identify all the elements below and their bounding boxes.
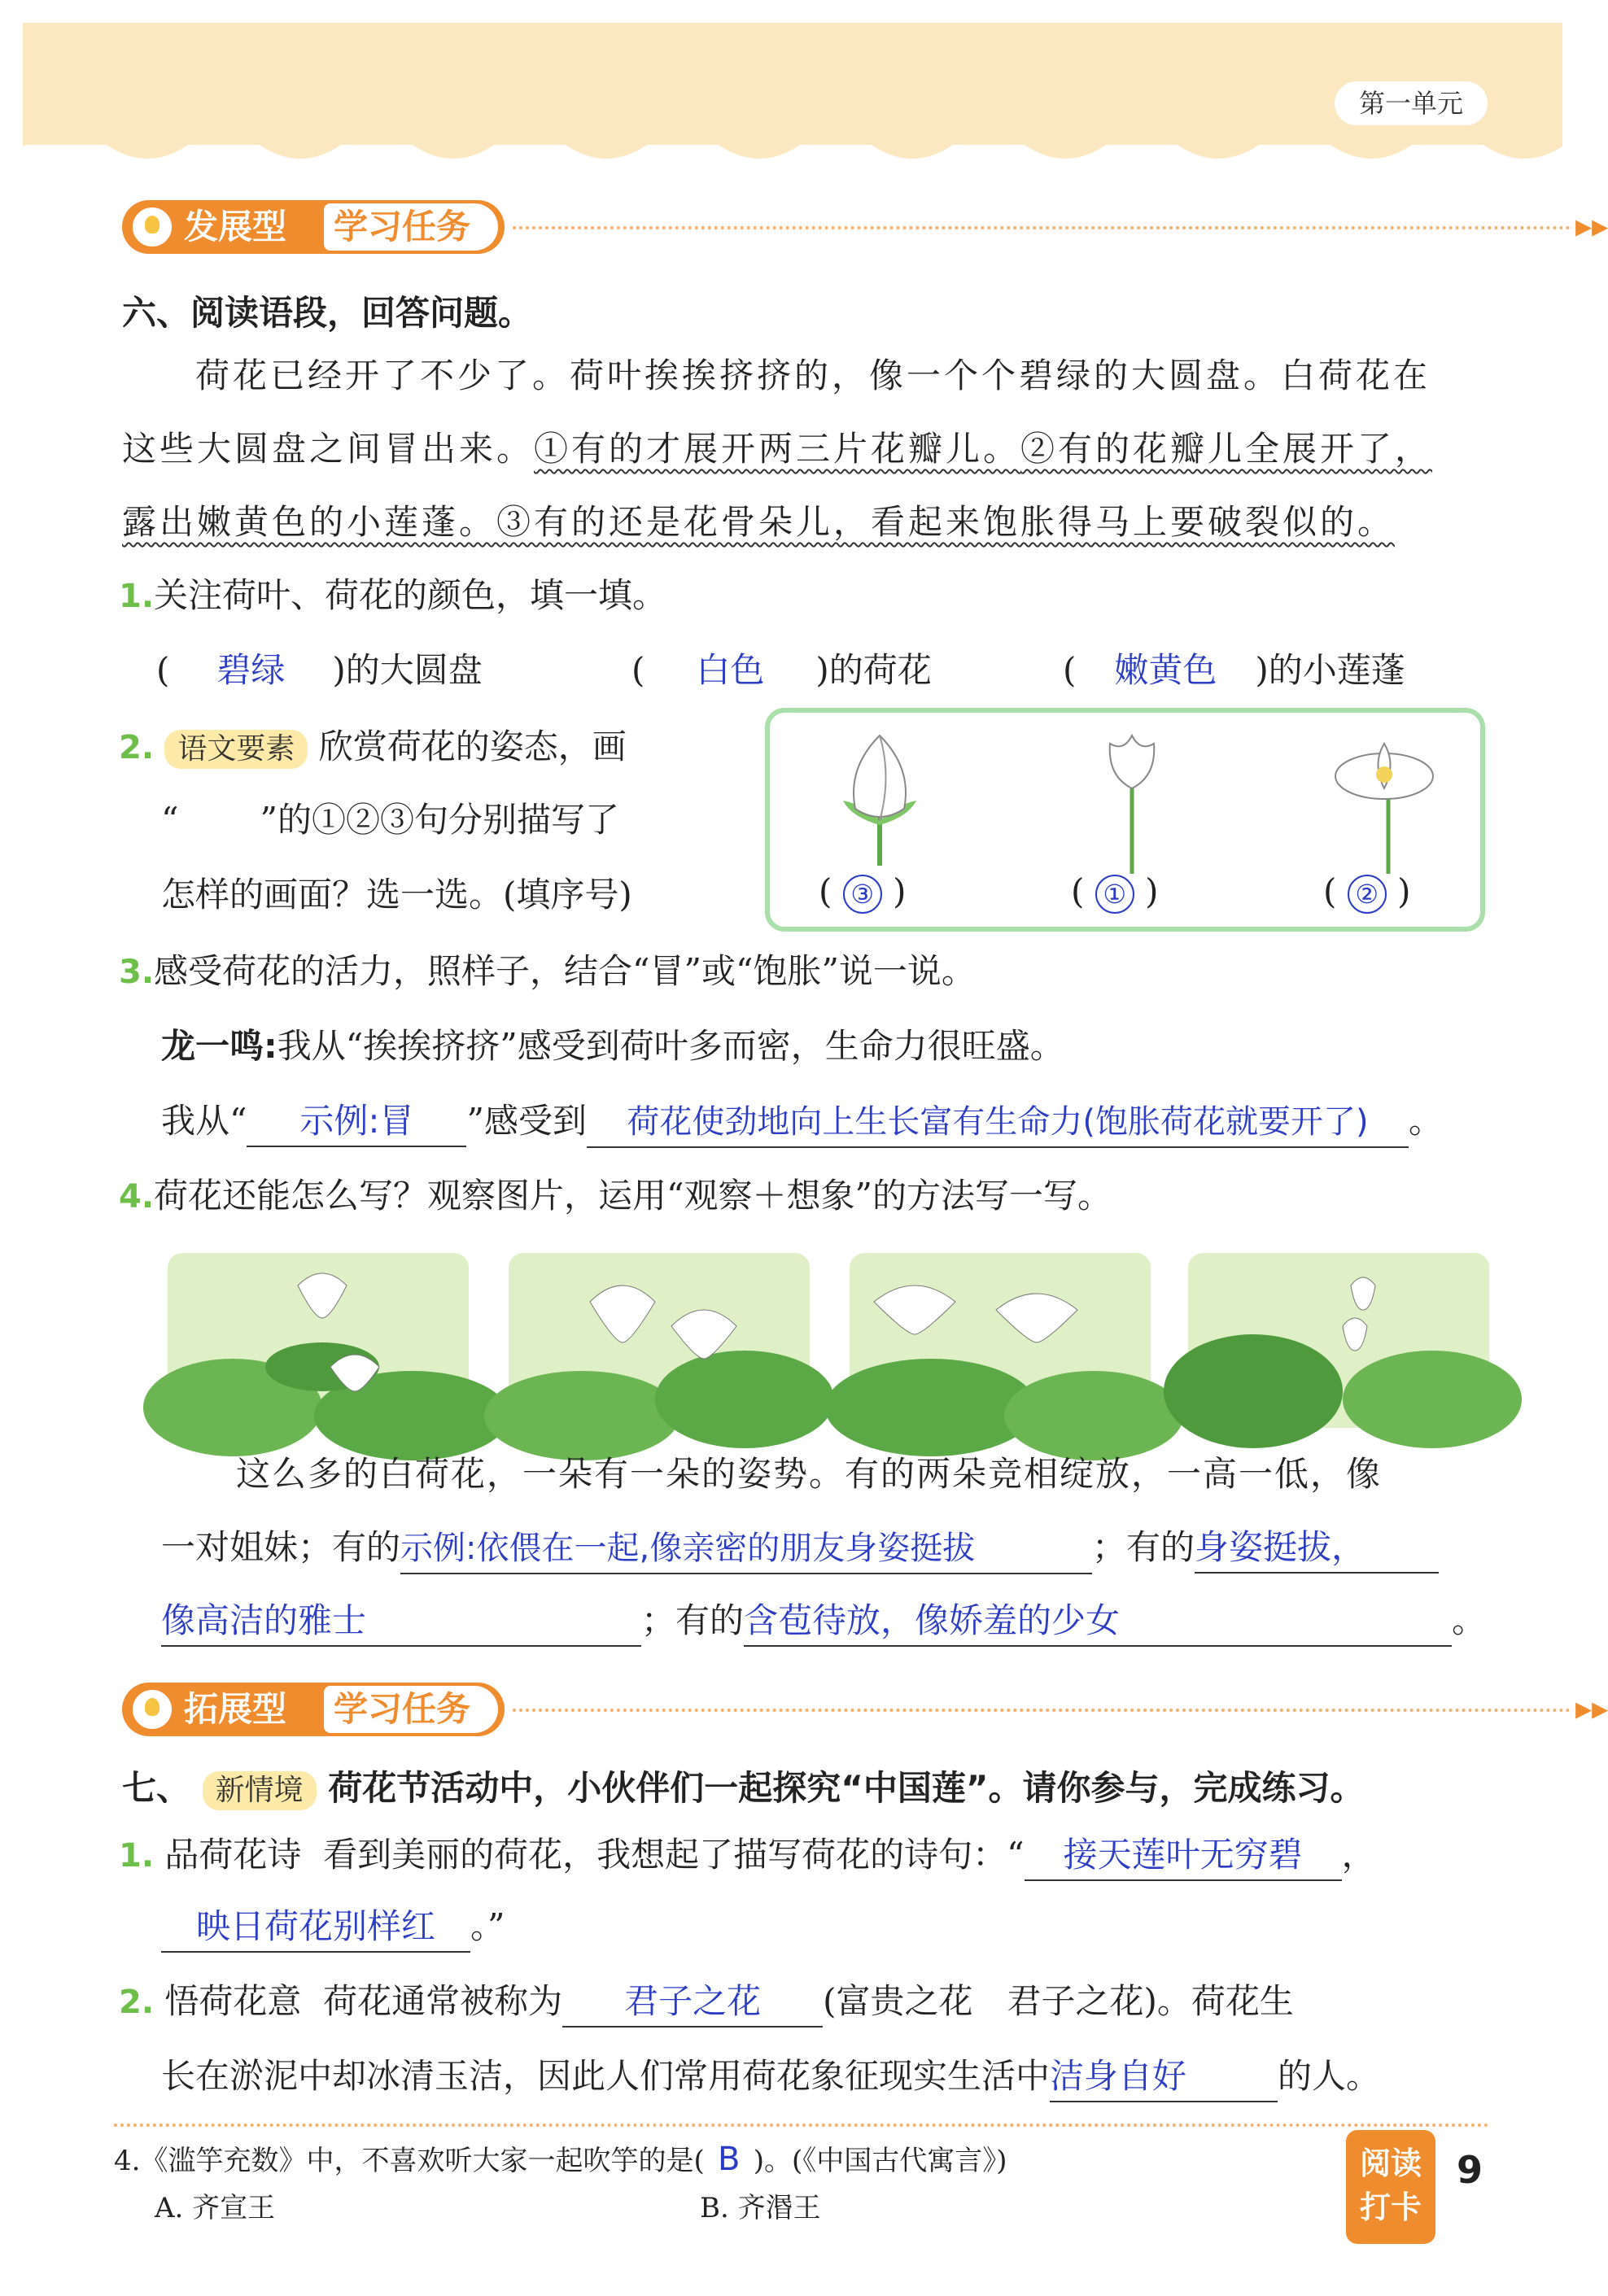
- lotus-scene-3: [850, 1253, 1151, 1428]
- sub-number: 3.: [119, 954, 155, 991]
- question-6-title: 六、阅读语段，回答问题。: [122, 293, 533, 333]
- answer-pose-1[interactable]: 示例:依偎在一起,像亲密的朋友身姿挺拔: [400, 1524, 1092, 1574]
- writing-para-3: [161, 1596, 1486, 1647]
- color-fill-3: [1063, 646, 1405, 695]
- sub-1: [119, 571, 666, 621]
- paren-close: ): [893, 871, 907, 911]
- answer-pose-3[interactable]: 含苞待放，像娇羞的少女: [744, 1596, 1452, 1647]
- sub-label: 悟荷花意: [164, 1981, 302, 2021]
- period: 。: [1408, 1101, 1443, 1141]
- footer-question: [114, 2140, 1007, 2180]
- answer-white[interactable]: 白色: [696, 650, 765, 690]
- quote-open: “: [161, 800, 179, 840]
- lotus-picture-box: [765, 708, 1485, 932]
- example-name: 龙一鸣:: [161, 1026, 277, 1066]
- lotus-bud-image: [835, 727, 924, 866]
- sentence-1: ①有的才展开两三片花瓣儿。: [534, 429, 1021, 469]
- passage-line-2: [122, 425, 1432, 474]
- passage-line-2a: 这些大圆盘之间冒出来。: [122, 429, 535, 469]
- reading-checkin-badge: [1346, 2130, 1435, 2244]
- pic-answer-3: [1323, 867, 1411, 916]
- footer-question-end: )。(《中国古代寓言》): [753, 2145, 1007, 2177]
- sub-4: [119, 1172, 1112, 1221]
- sub-number: 1.: [119, 1837, 155, 1875]
- lightbulb-icon: [130, 205, 174, 249]
- lightbulb-icon: [130, 1687, 174, 1731]
- unit-tab: 第一单元: [1335, 81, 1488, 125]
- comma: ，: [1341, 1835, 1376, 1875]
- section-banner-development: [122, 200, 1608, 257]
- answer-poem-1[interactable]: 接天莲叶无穷碧: [1025, 1831, 1342, 1881]
- answer-circle[interactable]: ①: [1095, 875, 1134, 914]
- banner-label-task: 学习任务: [324, 1686, 498, 1733]
- sub-2-line-2: [161, 796, 619, 845]
- banner-dotted-line: [513, 1709, 1571, 1712]
- lotus-scene-1: [168, 1253, 469, 1428]
- period: 。: [1452, 1600, 1487, 1640]
- paren-open: (: [1071, 871, 1085, 911]
- footer-question-text: 4.《滥竽充数》中，不喜欢听大家一起吹竽的是(: [114, 2145, 705, 2177]
- sub-text: ”的①②③句分别描写了: [260, 800, 619, 840]
- answer-feeling[interactable]: 荷花使劲地向上生长富有生命力(饱胀荷花就要开了): [587, 1098, 1409, 1148]
- fill-text: 我从“: [161, 1101, 247, 1141]
- sub-3: [119, 947, 976, 997]
- pic-answer-2: [1071, 867, 1159, 916]
- passage-line-3: 露出嫩黄色的小莲蓬。③有的还是花骨朵儿，看起来饱胀得马上要破裂似的。: [122, 502, 1396, 542]
- sub-3-fill: [161, 1097, 1443, 1148]
- sub-text: 欣赏荷花的姿态，画: [318, 727, 627, 766]
- lotus-scene-3-image: [850, 1253, 1151, 1428]
- question-7-title: [122, 1764, 1365, 1813]
- tag-language-element: 语文要素: [164, 730, 308, 769]
- passage-line-1: 荷花已经开了不少了。荷叶挨挨挤挤的，像一个个碧绿的大圆盘。白荷花在: [195, 356, 1431, 395]
- footer-option-a: A. 齐宣王: [155, 2192, 276, 2224]
- sub-text: 长在淤泥中却冰清玉洁，因此人们常用荷花象征现实生活中: [161, 2056, 1051, 2096]
- paren-open: (: [819, 871, 832, 911]
- q7-sub-1: [119, 1831, 1376, 1881]
- wavy-line-sample: [178, 796, 260, 845]
- banner-label-task: 学习任务: [324, 203, 498, 251]
- paren-open: (: [1063, 650, 1077, 690]
- example-text: 我从“挨挨挤挤”感受到荷叶多而密，生命力很旺盛。: [277, 1026, 1064, 1066]
- sub-3-example: [161, 1022, 1064, 1071]
- badge-line-2: 打卡: [1359, 2189, 1422, 2225]
- sub-text: (富贵之花 君子之花)。荷花生: [823, 1981, 1294, 2021]
- writing-para-2: [161, 1523, 1439, 1574]
- sub-text: 荷花还能怎么写？观察图片，运用“观察＋想象”的方法写一写。: [154, 1176, 1112, 1216]
- q7-sub-2-line-2: [161, 2052, 1380, 2102]
- answer-poem-2[interactable]: 映日荷花别样红: [161, 1902, 470, 1953]
- sub-2-line-3: 怎样的画面？选一选。(填序号): [161, 875, 632, 914]
- answer-green[interactable]: 碧绿: [216, 650, 286, 690]
- sub-number: 2.: [119, 729, 155, 766]
- pic-answer-1: [819, 867, 907, 916]
- answer-pose-2a[interactable]: 身姿挺拔，: [1195, 1523, 1439, 1574]
- footer-dotted-line: [114, 2124, 1489, 2127]
- sub-text: 的人。: [1278, 2056, 1381, 2096]
- banner-label-type: 拓展型: [184, 1689, 287, 1729]
- writing-para-1: 这么多的白荷花，一朵有一朵的姿势。有的两朵竞相绽放，一高一低，像: [236, 1454, 1383, 1494]
- para-text: ；有的: [1092, 1527, 1195, 1567]
- q7-number: 七、: [122, 1768, 191, 1808]
- answer-pure[interactable]: 洁身自好: [1050, 2052, 1278, 2102]
- answer-word[interactable]: 示例:冒: [247, 1097, 466, 1147]
- paren-open: (: [156, 650, 170, 690]
- answer-circle[interactable]: ②: [1348, 875, 1387, 914]
- answer-gentleman-flower[interactable]: 君子之花: [562, 1977, 823, 2028]
- fill-suffix: )的小莲蓬: [1255, 650, 1405, 690]
- para-text: ；有的: [641, 1600, 745, 1640]
- answer-circle[interactable]: ③: [843, 875, 882, 914]
- lotus-half-open-image: [1095, 727, 1169, 874]
- color-fill-2: [631, 646, 932, 695]
- lotus-scene-1-image: [168, 1253, 469, 1428]
- sentence-2: ②有的花瓣儿全展开了，: [1020, 429, 1433, 469]
- answer-pose-2b[interactable]: 像高洁的雅士: [161, 1596, 641, 1647]
- header-wave: [23, 122, 1562, 171]
- sub-2-line-1: [119, 722, 627, 772]
- double-arrow-icon: ▸▸: [1575, 207, 1608, 245]
- fill-suffix: )的大圆盘: [332, 650, 483, 690]
- paren-close: ): [1145, 871, 1159, 911]
- lotus-scene-2-image: [509, 1253, 810, 1428]
- sub-number: 1.: [119, 578, 155, 615]
- tag-new-context: 新情境: [203, 1771, 317, 1810]
- footer-option-b: B. 齐湣王: [700, 2192, 821, 2224]
- paren-close: ): [1397, 871, 1411, 911]
- sub-number: 4.: [119, 1178, 155, 1216]
- paren-open: (: [631, 650, 645, 690]
- sub-label: 品荷花诗: [164, 1835, 302, 1875]
- sub-number: 2.: [119, 1984, 155, 2021]
- lotus-scene-4-image: [1188, 1253, 1489, 1428]
- badge-line-1: 阅读: [1359, 2145, 1422, 2181]
- lotus-full-bloom-image: [1331, 727, 1437, 874]
- sub-text: 荷花通常被称为: [323, 1981, 563, 2021]
- q7-text: 荷花节活动中，小伙伴们一起探究“中国莲”。请你参与，完成练习。: [328, 1768, 1365, 1808]
- sub-text: 看到美丽的荷花，我想起了描写荷花的诗句：“: [323, 1835, 1025, 1875]
- paren-open: (: [1323, 871, 1337, 911]
- fill-suffix: )的荷花: [815, 650, 932, 690]
- answer-yellow[interactable]: 嫩黄色: [1114, 650, 1217, 690]
- banner-dotted-line: [513, 226, 1571, 229]
- page-number: 9: [1457, 2148, 1483, 2192]
- section-banner-extension: [122, 1683, 1608, 1739]
- color-fill-1: [156, 646, 483, 695]
- double-arrow-icon: ▸▸: [1575, 1690, 1608, 1727]
- sub-text: 关注荷叶、荷花的颜色，填一填。: [154, 575, 667, 615]
- lotus-scene-4: [1188, 1253, 1489, 1428]
- para-text: 一对姐妹；有的: [161, 1527, 401, 1567]
- q7-sub-1-line-2: [161, 1902, 505, 1953]
- lotus-scene-2: [509, 1253, 810, 1428]
- quote-close: 。”: [470, 1906, 505, 1946]
- footer-answer[interactable]: B: [717, 2141, 741, 2178]
- fill-text: ”感受到: [466, 1101, 587, 1141]
- sub-text: 感受荷花的活力，照样子，结合“冒”或“饱胀”说一说。: [154, 951, 976, 991]
- banner-label-type: 发展型: [184, 207, 287, 247]
- q7-sub-2: [119, 1977, 1294, 2028]
